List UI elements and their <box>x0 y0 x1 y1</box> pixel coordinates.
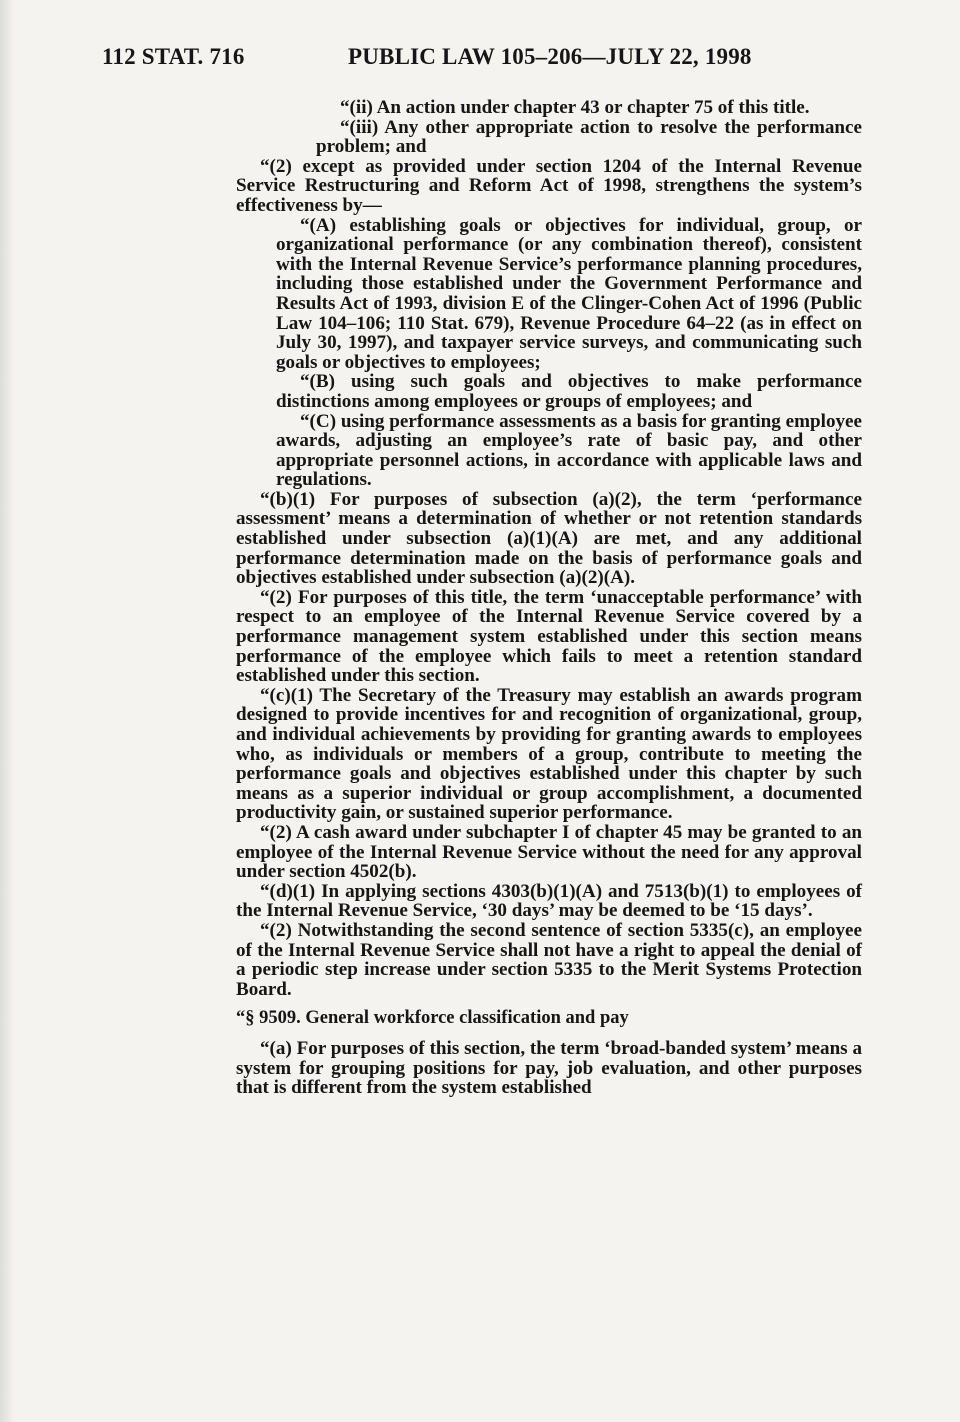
document-body <box>236 98 862 1098</box>
clause-a-iii: “(iii) Any other appropriate action to resolve the performance problem; and <box>316 116 862 158</box>
subsection-c-1: “(c)(1) The Secretary of the Treasury may establish an awards program designed to provide incentives for and recognition of organizational, group, and individual achievements by providing for granting awards to employees who, as individuals or members of a group, contribute to meeting the performance goals and objectives established under this chapter by such means as a superior individual or group accomplishment, a documented productivity gain, or sustained superior performance. <box>236 684 862 824</box>
subparagraph-a-2-C: “(C) using performance assessments as a basis for granting employee awards, adjusting an employee’s rate of basic pay, and other appropriate personnel actions, in accordance with applicable laws and regulations. <box>276 410 862 491</box>
subsection-b-1: “(b)(1) For purposes of subsection (a)(2), the term ‘performance assessment’ means a determination of whether or not retention standards established under subsection (a)(1)(A) are met, and any additional performance determination made on the basis of performance goals and objectives established under subsection (a)(2)(A). <box>236 488 862 589</box>
clause-a-ii: “(ii) An action under chapter 43 or chapter 75 of this title. <box>340 97 810 118</box>
subsection-d-2: “(2) Notwithstanding the second sentence of section 5335(c), an employee of the Internal Revenue Service shall not have a right to appeal the denial of a periodic step increase under section 5335 to the Merit Systems Protection Board. <box>236 919 862 1000</box>
subsection-b-2: “(2) For purposes of this title, the term ‘unacceptable performance’ with respect to an employee of the Internal Revenue Service covered by a performance management system established under this section means performance of the employee which fails to meet a retention standard established under this section. <box>236 586 862 687</box>
section-9509-subsection-a: “(a) For purposes of this section, the term ‘broad-banded system’ means a system for grouping positions for pay, job evaluation, and other purposes that is different from the system established <box>236 1037 862 1099</box>
stat-page-reference: 112 STAT. 716 <box>102 44 245 69</box>
running-title: PUBLIC LAW 105–206—JULY 22, 1998 <box>348 44 752 69</box>
scan-edge-shadow <box>0 0 14 1422</box>
subsection-d-1: “(d)(1) In applying sections 4303(b)(1)(A) and 7513(b)(1) to employees of the Internal Revenue Service, ‘30 days’ may be deemed to be ‘15 days’. <box>236 880 862 922</box>
page-header <box>102 44 862 80</box>
paragraph-a-2: “(2) except as provided under section 1204 of the Internal Revenue Service Restructuring and Reform Act of 1998, strengthens the system’s effectiveness by— <box>236 155 862 216</box>
subparagraph-a-2-B: “(B) using such goals and objectives to make performance distinctions among employees or groups of employees; and <box>276 371 862 412</box>
section-9509-heading: “§ 9509. General workforce classification and pay <box>236 1008 629 1029</box>
subparagraph-a-2-A: “(A) establishing goals or objectives for individual, group, or organizational performance (or any combination thereof), consistent with the Internal Revenue Service’s performance planning procedures, including those established under the Government Performance and Results Act of 1993, division E of the Clinger-Cohen Act of 1996 (Public Law 104–106; 110 Stat. 679), Revenue Procedure 64–22 (as in effect on July 30, 1997), and taxpayer service surveys, and communicating such goals or objectives to employees; <box>276 214 862 373</box>
subsection-c-2: “(2) A cash award under subchapter I of chapter 45 may be granted to an employee of the Internal Revenue Service without the need for any approval under section 4502(b). <box>236 821 862 883</box>
